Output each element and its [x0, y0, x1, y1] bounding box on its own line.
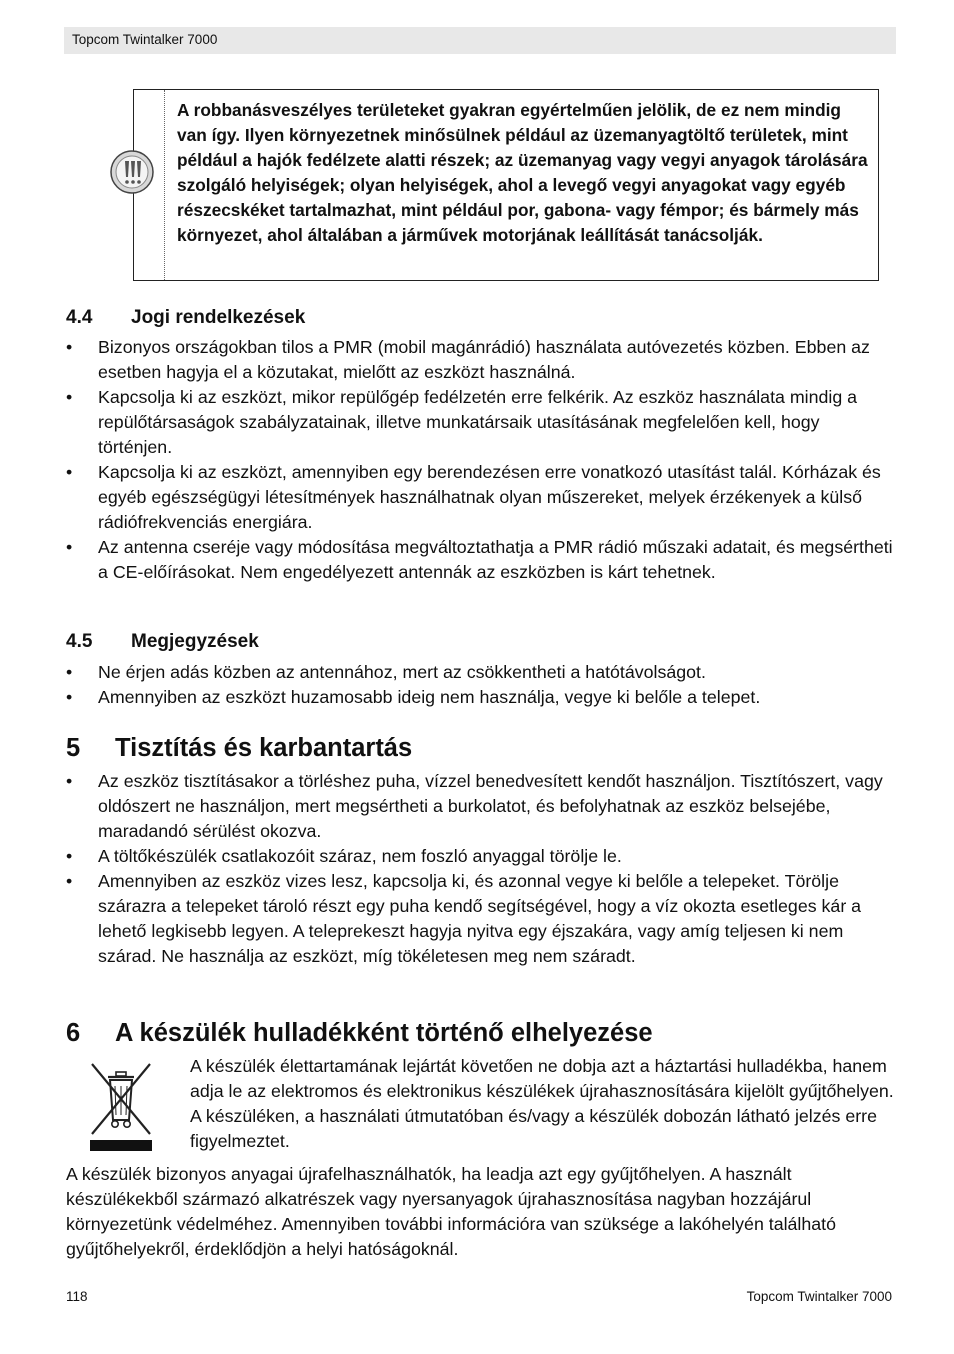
bullet: • [66, 846, 73, 866]
bullet: • [66, 387, 73, 407]
legal-list [66, 335, 896, 585]
list-item: • Az eszköz tisztításakor a törléshez puha, vízzel benedvesített kendőt használjon. Tisztítószert, vagy oldószert ne használjon, mert megsértheti a burkolatot, és befolyhatnak az eszköz belsejébe, maradandó sérülést okozva. [66, 771, 883, 841]
disposal-body: A készülék bizonyos anyagai újrafelhasználhatók, ha leadja azt egy gyűjtőhelyen. A használt készülékekből származó alkatrészek vagy nyersanyagok újrahasznosítása nagyban hozzájárul környezetünk védelméhez. Amennyiben további információra van szüksége a lakóhelyén található gyűjtőhelyekről, érdeklődjön a helyi hatóságoknál. [66, 1164, 836, 1259]
bullet: • [66, 662, 73, 682]
warning-box [133, 89, 879, 281]
section-number: 4.5 [66, 631, 93, 652]
list-item: • Kapcsolja ki az eszközt, amennyiben egy berendezésen erre vonatkozó utasítást talál. Kórházak és egyéb egészségügyi létesítmények használhatnak olyan műszereket, melyek érzékenyek a külső rádiófrekvenciás energiára. [66, 462, 881, 532]
exclamation-icon [108, 148, 156, 196]
chapter-title: A készülék hulladékként történő elhelyezése [115, 1019, 653, 1047]
bullet: • [66, 771, 73, 791]
bullet: • [66, 871, 73, 891]
bullet: • [66, 462, 73, 482]
list-item: • Bizonyos országokban tilos a PMR (mobil magánrádió) használata autóvezetés közben. Ebben az esetben hagyja el a közutakat, mielőtt az eszközt használná. [66, 337, 870, 382]
bullet: • [66, 337, 73, 357]
disposal-intro: A készülék élettartamának lejártát követően ne dobja azt a háztartási hulladékba, hanem adja le az elektromos és elektronikus készülékek újrahasznosítására kijelölt gyűjtőhelyen. A készüléken, a használati útmutatóban és/vagy a készülék dobozán látható jelzés erre figyelmeztet. [190, 1056, 894, 1151]
list-item: • Kapcsolja ki az eszközt, mikor repülőgép fedélzetén erre felkérik. Az eszköz használata mindig a repülőtársaságok szabályzatainak, illetve munkatársaik utasításának megfelelően kell, hogy történjen. [66, 387, 858, 457]
section-number: 4.4 [66, 307, 93, 328]
chapter-title: Tisztítás és karbantartás [115, 734, 413, 762]
list-item: • Ne érjen adás közben az antennához, mert az csökkentheti a hatótávolságot. [66, 660, 896, 685]
list-item: • Amennyiben az eszköz vizes lesz, kapcsolja ki, és azonnal vegye ki belőle a telepeket. Törölje szárazra a telepeket tároló részt egy puha kendő segítségével, hogy a víz okozta esetleges kár a lehető legkisebb legyen. A teleprekeszt hagyja nyitva egy éjszakára, vagy amíg teljesen ki nem szárad. Ne használja az eszközt, míg tökéletesen meg nem száradt. [66, 871, 862, 966]
footer-title: Topcom Twintalker 7000 [746, 1289, 892, 1304]
page-number: 118 [66, 1289, 88, 1304]
weee-crossed-bin-icon [86, 1060, 156, 1154]
cleaning-list [66, 769, 896, 969]
list-item: • A töltőkészülék csatlakozóit száraz, nem foszló anyaggal törölje le. [66, 844, 896, 869]
header-title: Topcom Twintalker 7000 [72, 32, 218, 47]
chapter-number: 6 [66, 1019, 81, 1047]
notes-list [66, 660, 896, 710]
warning-text: A robbanásveszélyes területeket gyakran egyértelműen jelölik, de ez nem mindig van így. Ilyen környezetnek minősülnek például az üzemanyagtöltő területek, mint például a hajók fedélzete alatti részek; az üzemanyag vagy vegyi anyagok tárolására szolgáló helyiségek; olyan helyiségek, ahol a levegő vegyi anyagokat vagy egyéb részecskéket tartalmazhat, mint például por, gabona- vagy fémpor; és bármely más környezet, ahol általában a járművek motorjának leállítását tanácsolják. [177, 100, 868, 245]
list-item: • Amennyiben az eszközt huzamosabb ideig nem használja, vegye ki belőle a telepet. [66, 685, 896, 710]
section-title: Megjegyzések [131, 631, 259, 652]
bullet: • [66, 687, 73, 707]
warning-divider [164, 90, 165, 280]
section-title: Jogi rendelkezések [131, 307, 306, 328]
page-header [64, 27, 896, 54]
chapter-number: 5 [66, 734, 81, 762]
list-item: • Az antenna cseréje vagy módosítása megváltoztathatja a PMR rádió műszaki adatait, és megsértheti a CE-előírásokat. Nem engedélyezett antennák az eszközben is kárt tehetnek. [66, 537, 893, 582]
bullet: • [66, 537, 73, 557]
